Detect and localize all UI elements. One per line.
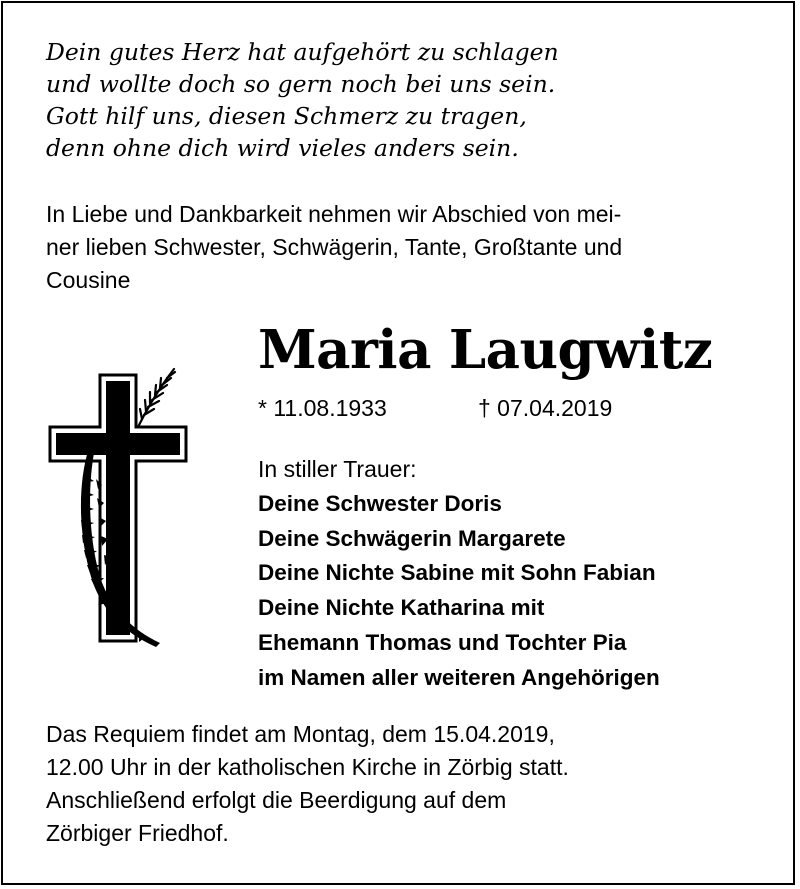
service-line: 12.00 Uhr in der katholischen Kirche in Zörbig statt. <box>46 754 569 780</box>
poem <box>46 36 559 164</box>
cross-with-palm-branch-icon <box>44 365 194 655</box>
mourner-line: Deine Schwägerin Margarete <box>258 525 566 551</box>
poem-line: Gott hilf uns, diesen Schmerz zu tragen, <box>46 102 527 130</box>
intro-text <box>46 198 622 297</box>
poem-line: denn ohne dich wird vieles anders sein. <box>46 134 519 162</box>
mourner-line: Deine Schwester Doris <box>258 490 502 516</box>
poem-line: und wollte doch so gern noch bei uns sein. <box>46 70 556 98</box>
birth-date: * 11.08.1933 <box>258 395 387 421</box>
service-line: Zörbiger Friedhof. <box>46 820 229 846</box>
intro-line: In Liebe und Dankbarkeit nehmen wir Abschied von mei- <box>46 201 622 227</box>
service-details <box>46 718 569 850</box>
service-line: Anschließend erfolgt die Beerdigung auf dem <box>46 787 507 813</box>
mourner-line: im Namen aller weiteren Angehörigen <box>258 664 660 690</box>
mourners-heading: In stiller Trauer: <box>258 456 417 482</box>
intro-line: Cousine <box>46 267 131 293</box>
service-line: Das Requiem findet am Montag, dem 15.04.2019, <box>46 721 555 747</box>
death-date: † 07.04.2019 <box>478 395 613 421</box>
mourner-line: Deine Nichte Sabine mit Sohn Fabian <box>258 560 656 586</box>
poem-line: Dein gutes Herz hat aufgehört zu schlagen <box>46 38 559 66</box>
intro-line: ner lieben Schwester, Schwägerin, Tante, Großtante und <box>46 234 623 260</box>
deceased-name: Maria Laugwitz <box>258 319 713 381</box>
mourner-line: Ehemann Thomas und Tochter Pia <box>258 629 627 655</box>
mourner-line: Deine Nichte Katharina mit <box>258 595 545 621</box>
mourners-list <box>258 452 660 696</box>
